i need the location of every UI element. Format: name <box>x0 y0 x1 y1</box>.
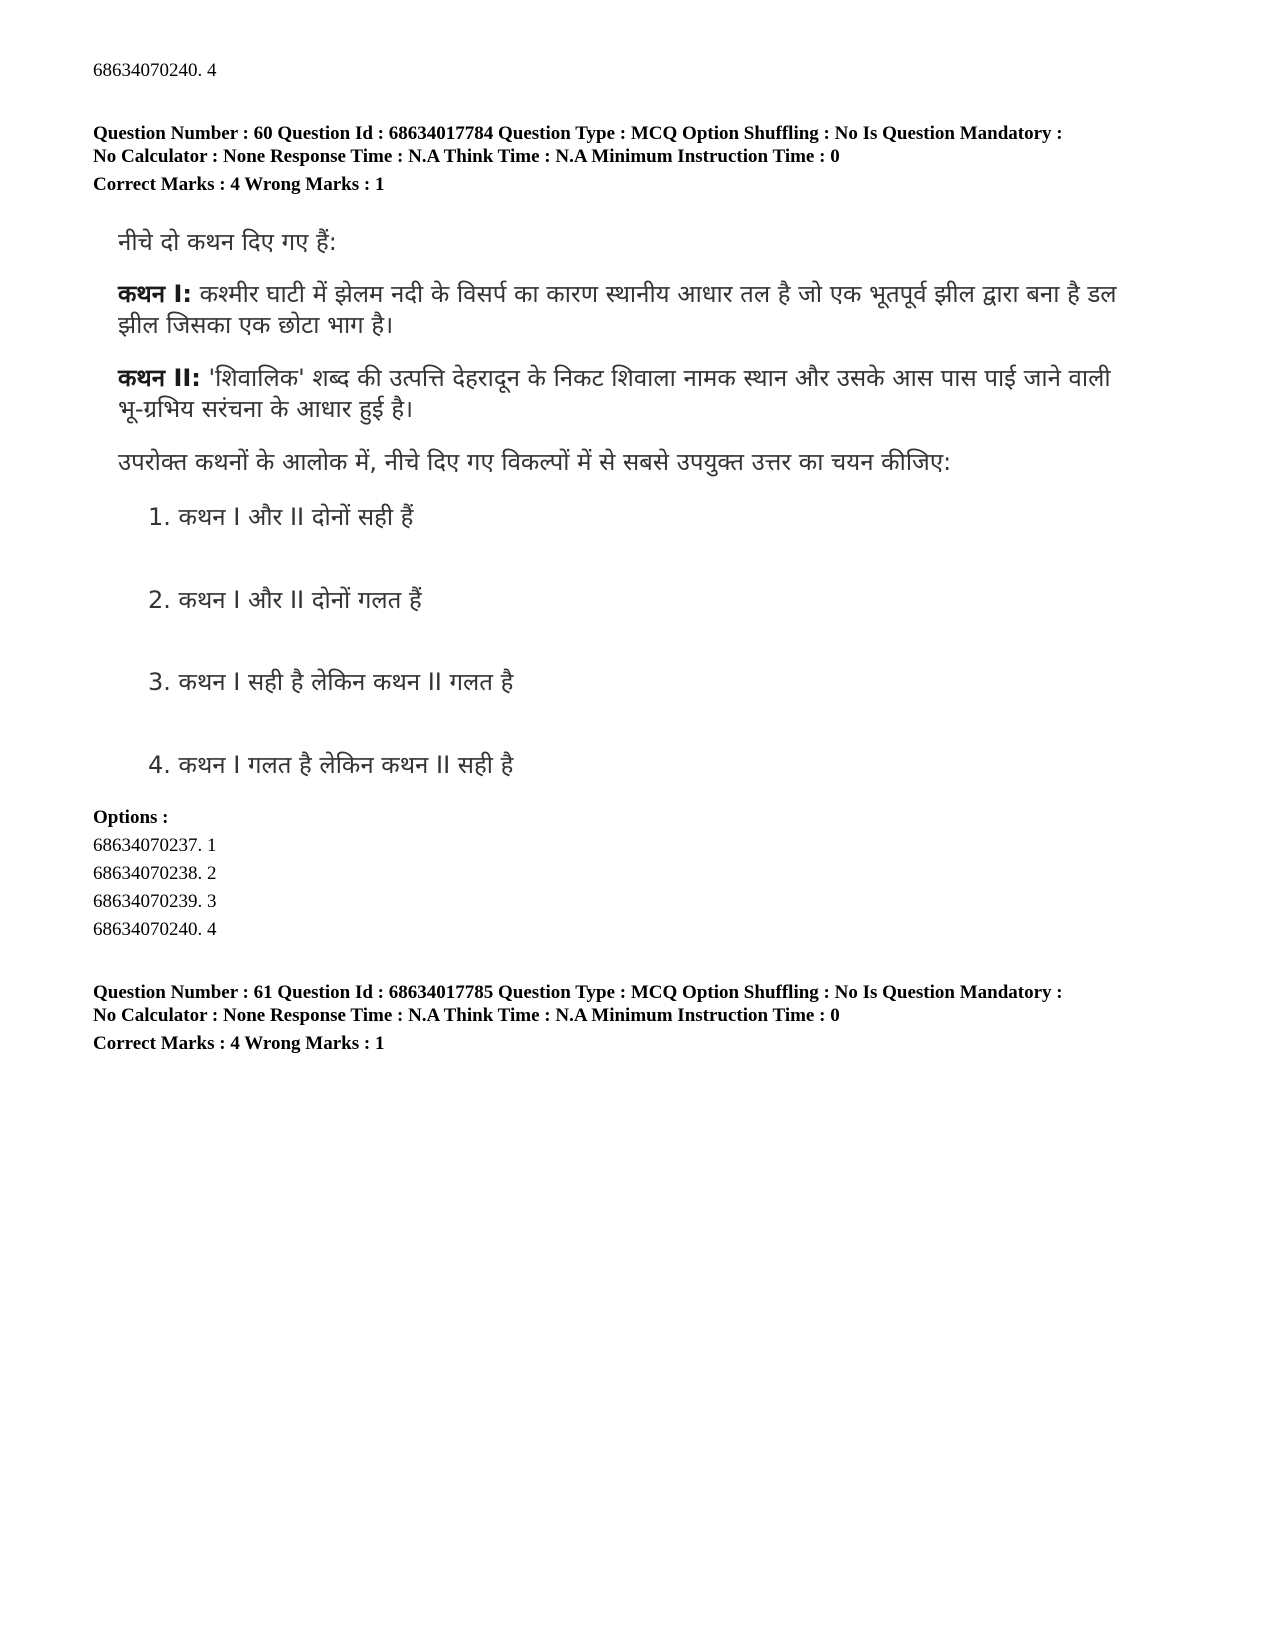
q60-statement-2-line-2: भू-ग्रभिय सरंचना के आधार हुई है। <box>118 395 414 423</box>
q60-statement-2-text: 'शिवालिक' शब्द की उत्पत्ति देहरादून के निकट शिवाला नामक स्थान और उसके आस पास पाई जाने वाली <box>208 364 1111 392</box>
q60-options-label: Options : <box>93 807 169 828</box>
q61-meta-line-1: Question Number : 61 Question Id : 68634017785 Question Type : MCQ Option Shuffling : No Is Question Mandatory : <box>93 982 1063 1003</box>
q60-statement-2-line-1 <box>118 362 1111 394</box>
q60-meta-line-2: No Calculator : None Response Time : N.A Think Time : N.A Minimum Instruction Time : 0 <box>93 146 840 167</box>
q60-meta-line-1: Question Number : 60 Question Id : 68634017784 Question Type : MCQ Option Shuffling : No Is Question Mandatory : <box>93 123 1063 144</box>
q60-statement-1-label: कथन I: <box>118 280 192 308</box>
q60-intro: नीचे दो कथन दिए गए हैं: <box>118 228 337 256</box>
q60-choice-4: 4. कथन I गलत है लेकिन कथन II सही है <box>148 751 514 779</box>
q60-choice-3: 3. कथन I सही है लेकिन कथन II गलत है <box>148 668 514 696</box>
q60-statement-2-label: कथन II: <box>118 364 201 392</box>
q60-option-2: 68634070238. 2 <box>93 863 217 884</box>
q61-meta-line-2: No Calculator : None Response Time : N.A Think Time : N.A Minimum Instruction Time : 0 <box>93 1005 840 1026</box>
q60-option-1: 68634070237. 1 <box>93 835 217 856</box>
q60-choice-2: 2. कथन I और II दोनों गलत हैं <box>148 586 422 614</box>
q60-instruction: उपरोक्त कथनों के आलोक में, नीचे दिए गए विकल्पों में से सबसे उपयुक्त उत्तर का चयन कीजिए: <box>118 448 952 476</box>
q60-statement-1-line-1 <box>118 278 1117 310</box>
q60-marks-line: Correct Marks : 4 Wrong Marks : 1 <box>93 174 385 195</box>
previous-option-line: 68634070240. 4 <box>93 60 217 81</box>
q60-option-4: 68634070240. 4 <box>93 919 217 940</box>
q60-option-3: 68634070239. 3 <box>93 891 217 912</box>
q61-marks-line: Correct Marks : 4 Wrong Marks : 1 <box>93 1033 385 1054</box>
q60-choice-1: 1. कथन I और II दोनों सही हैं <box>148 503 414 531</box>
q60-statement-1-line-2: झील जिसका एक छोटा भाग है। <box>118 311 394 339</box>
q60-statement-1-text: कश्मीर घाटी में झेलम नदी के विसर्प का कारण स्थानीय आधार तल है जो एक भूतपूर्व झील द्वारा बना है डल <box>199 280 1117 308</box>
